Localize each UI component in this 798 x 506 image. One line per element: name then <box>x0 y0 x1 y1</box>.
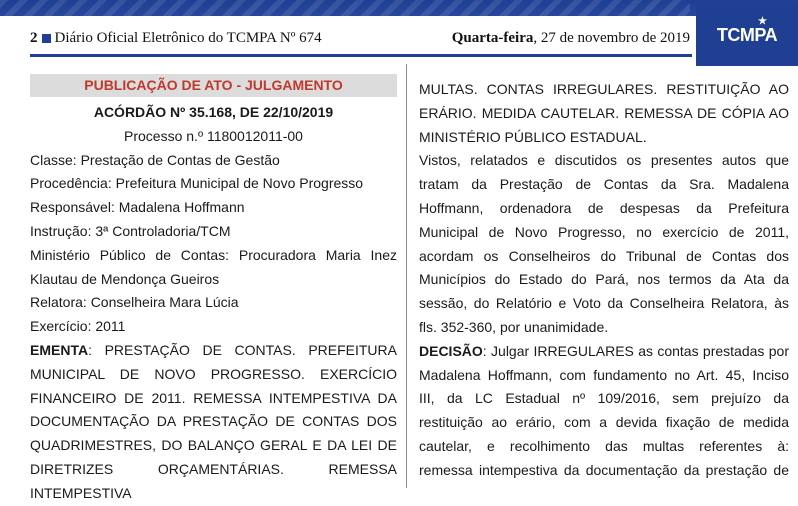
processo-number: Processo n.º 1180012011-00 <box>124 127 303 144</box>
decisao-line-2: Madalena Hoffmann, com fundamento no Art. 45, Inciso <box>419 366 789 383</box>
ementa-line-2: MUNICIPAL DE NOVO PROGRESSO. EXERCÍCIO <box>30 365 397 382</box>
page-number: 2 <box>30 30 38 46</box>
mp-line-1: Ministério Público de Contas: Procuradora Maria Inez <box>30 246 397 263</box>
page-header <box>30 30 692 50</box>
mp-line-2: Klautau de Mendonça Gueiros <box>30 270 220 287</box>
procedencia-line: Procedência: Prefeitura Municipal de Novo Progresso <box>30 175 364 192</box>
header-date <box>452 30 690 47</box>
decisao-line-4: restituição ao erário, com a devida fixação de medida <box>419 414 789 431</box>
square-bullet-icon <box>42 34 51 43</box>
section-banner: PUBLICAÇÃO DE ATO - JULGAMENTO <box>30 74 397 97</box>
ementa-cont-line-2: ERÁRIO. MEDIDA CAUTELAR. REMESSA DE CÓPIA AO <box>419 104 789 121</box>
top-color-band <box>0 0 798 16</box>
ementa-line-4: DOCUMENTAÇÃO DA PRESTAÇÃO DE CONTAS DOS <box>30 413 397 430</box>
decisao-line-6: remessa intempestiva da documentação da prestação de <box>419 461 789 478</box>
instrucao-line: Instrução: 3ª Controladoria/TCM <box>30 222 231 239</box>
header-divider <box>30 54 692 57</box>
ementa-line-6: DIRETRIZES ORÇAMENTÁRIAS. REMESSA INTEMPESTIVA <box>30 460 397 501</box>
ementa-line-3: FINANCEIRO DE 2011. REMESSA INTEMPESTIVA DA <box>30 389 397 406</box>
ementa-line-5: QUADRIMESTRES, DO BALANÇO GERAL E DA LEI DE <box>30 437 397 454</box>
vistos-line-3: Hoffmann, ordenadora de despesas da Prefeitura <box>419 199 789 216</box>
responsavel-line: Responsável: Madalena Hoffmann <box>30 199 245 216</box>
vistos-line-2: tratam da Prestação de Contas da Sra. Madalena <box>419 176 789 193</box>
decisao-line-5: cautelar, e recolhimento das multas referentes à: <box>419 437 789 454</box>
vistos-line-4: Municipal de Novo Progresso, no exercício de 2011, <box>419 223 789 240</box>
logo-text: TCMPA <box>716 24 778 45</box>
date-rest: , 27 de novembro de 2019 <box>533 30 690 46</box>
ementa-cont-line-3: MINISTÉRIO PÚBLICO ESTADUAL. <box>419 128 647 145</box>
decisao-label: DECISÃO <box>419 342 483 359</box>
ementa-line-1 <box>30 339 397 363</box>
vistos-line-5: acordam os Conselheiros do Tribunal de Contas dos <box>419 247 789 264</box>
ementa-cont-line-1: MULTAS. CONTAS IRREGULARES. RESTITUIÇÃO AO <box>419 81 789 97</box>
left-column <box>30 74 397 506</box>
column-divider <box>406 64 407 488</box>
header-left <box>30 30 322 47</box>
vistos-line-6: Municípios do Estado do Pará, nos termos da Ata da <box>419 271 789 288</box>
exercicio-line: Exercício: 2011 <box>30 318 126 335</box>
date-weekday: Quarta-feira <box>451 30 534 46</box>
band-stripes <box>0 0 690 16</box>
tcmpa-logo <box>696 4 798 66</box>
classe-line: Classe: Prestação de Contas de Gestão <box>30 151 280 168</box>
ementa-label: EMENTA <box>30 341 89 358</box>
ementa-text: : PRESTAÇÃO DE CONTAS. PREFEITURA <box>88 341 397 358</box>
decisao-line-1 <box>419 340 789 364</box>
decisao-text: : Julgar IRREGULARES as contas prestadas por <box>482 342 789 359</box>
vistos-line-8: fls. 352-360, por unanimidade. <box>419 318 609 335</box>
acordao-title: ACÓRDÃO Nº 35.168, DE 22/10/2019 <box>93 104 334 120</box>
vistos-line-7: sessão, do Relatório e Voto da Conselheira Relatora, às <box>419 295 789 312</box>
relatora-line: Relatora: Conselheira Mara Lúcia <box>30 294 239 311</box>
logo-star-icon: ★ <box>758 16 767 27</box>
right-column <box>419 78 789 483</box>
vistos-line-1: Vistos, relatados e discutidos os presentes autos que <box>419 152 789 169</box>
decisao-line-3: III, da LC Estadual nº 109/2016, sem prejuízo da <box>419 390 789 407</box>
journal-title: Diário Oficial Eletrônico do TCMPA Nº 674 <box>54 30 322 46</box>
